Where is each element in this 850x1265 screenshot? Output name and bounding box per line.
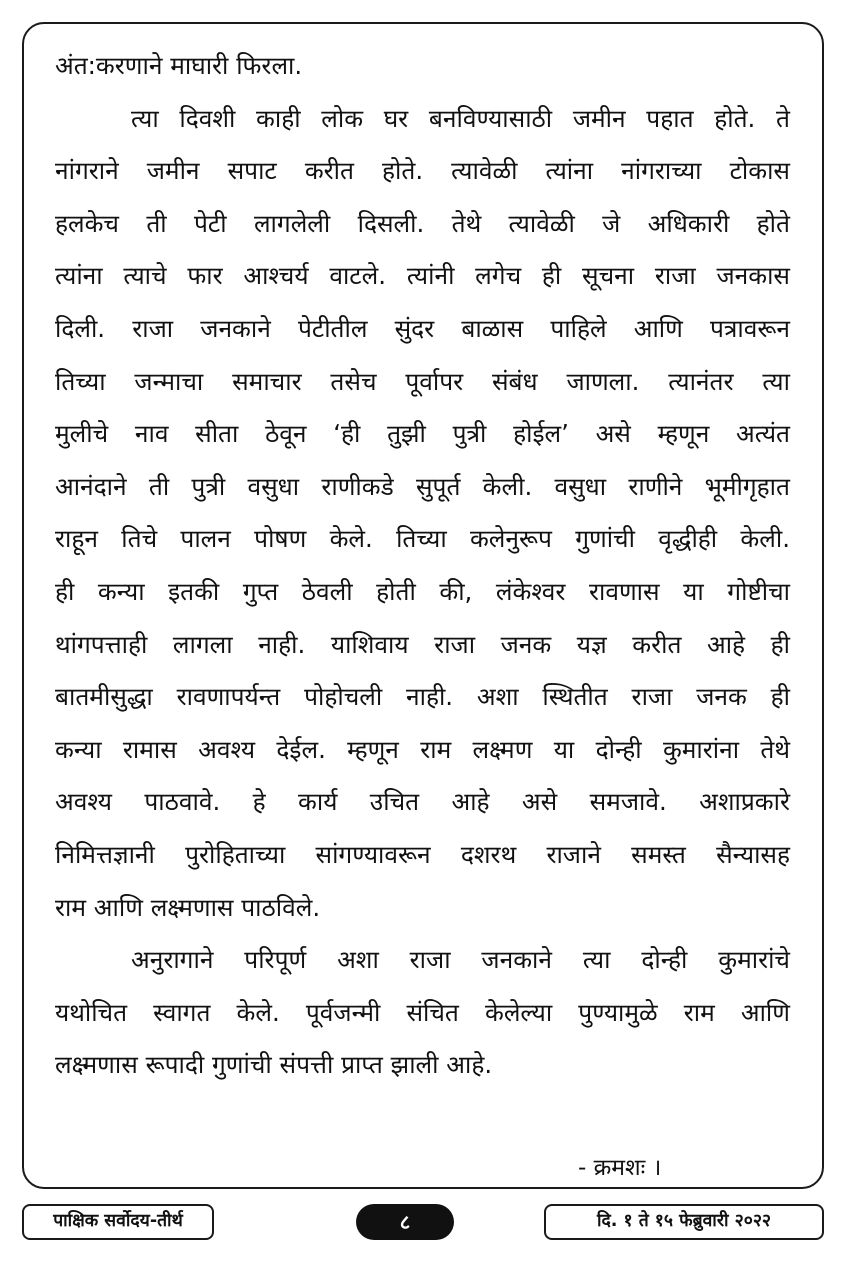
text-line: नांगराने जमीन सपाट करीत होते. त्यावेळी त्यांना नांगराच्या टोकास: [55, 156, 790, 186]
issue-date: दि. १ ते १५ फेब्रुवारी २०२२: [544, 1204, 824, 1240]
text-line: यथोचित स्वागत केले. पूर्वजन्मी संचित केलेल्या पुण्यामुळे राम आणि: [55, 997, 790, 1027]
text-line: अवश्य पाठवावे. हे कार्य उचित आहे असे समजावे. अशाप्रकारे: [55, 787, 790, 817]
text-line: कन्या रामास अवश्य देईल. म्हणून राम लक्ष्मण या दोन्ही कुमारांना तेथे: [55, 734, 790, 764]
text-line: त्यांना त्याचे फार आश्चर्य वाटले. त्यांनी लगेच ही सूचना राजा जनकास: [55, 261, 790, 291]
text-line: तिच्या जन्माचा समाचार तसेच पूर्वापर संबंध जाणला. त्यानंतर त्या: [55, 366, 790, 396]
text-line: राहून तिचे पालन पोषण केले. तिच्या कलेनुरूप गुणांची वृद्धीही केली.: [55, 524, 790, 554]
text-line: त्या दिवशी काही लोक घर बनविण्यासाठी जमीन पहात होते. ते: [131, 103, 790, 133]
text-line: अनुरागाने परिपूर्ण अशा राजा जनकाने त्या दोन्ही कुमारांचे: [131, 945, 790, 975]
article-text: [55, 40, 790, 1092]
text-line: बातमीसुद्धा रावणापर्यन्त पोहोचली नाही. अशा स्थितीत राजा जनक ही: [55, 682, 790, 712]
continued-marker: - क्रमशः ।: [578, 1155, 662, 1181]
text-line: दिली. राजा जनकाने पेटीतील सुंदर बाळास पाहिले आणि पत्रावरून: [55, 313, 790, 343]
text-line: लक्ष्मणास रूपादी गुणांची संपत्ती प्राप्त झाली आहे.: [55, 1050, 493, 1080]
text-line: अंत:करणाने माघारी फिरला.: [55, 51, 303, 80]
text-line: ही कन्या इतकी गुप्त ठेवली होती की, लंकेश्वर रावणास या गोष्टीचा: [55, 576, 790, 606]
text-line: हलकेच ती पेटी लागलेली दिसली. तेथे त्यावेळी जे अधिकारी होते: [55, 208, 790, 238]
text-line: राम आणि लक्ष्मणास पाठविले.: [55, 892, 321, 922]
publication-name: पाक्षिक सर्वोदय-तीर्थ: [22, 1204, 214, 1240]
text-line: निमित्तज्ञानी पुरोहिताच्या सांगण्यावरून दशरथ राजाने समस्त सैन्यासह: [55, 839, 790, 869]
page-number-badge: ८: [356, 1204, 454, 1240]
text-line: मुलीचे नाव सीता ठेवून ‘ही तुझी पुत्री होईल’ असे म्हणून अत्यंत: [55, 419, 790, 449]
text-line: थांगपत्ताही लागला नाही. याशिवाय राजा जनक यज्ञ करीत आहे ही: [55, 629, 790, 659]
text-line: आनंदाने ती पुत्री वसुधा राणीकडे सुपूर्त केली. वसुधा राणीने भूमीगृहात: [55, 471, 790, 501]
